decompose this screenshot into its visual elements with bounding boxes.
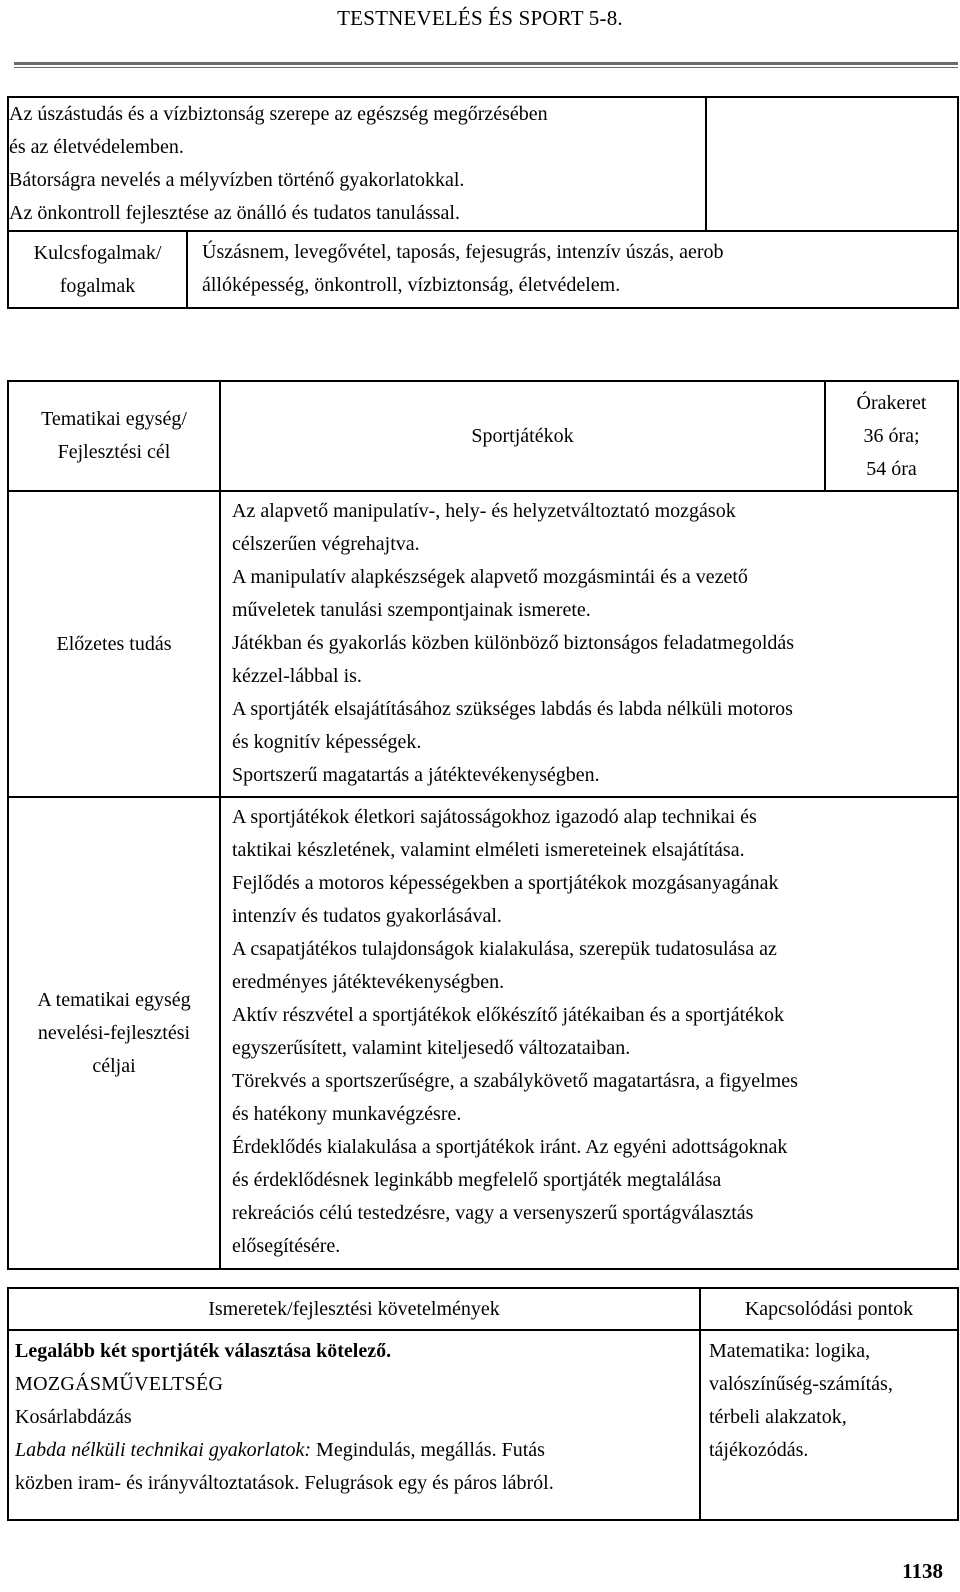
text-line: valószínűség-számítás, <box>709 1373 893 1395</box>
text-line: és érdeklődésnek leginkább megfelelő sportjáték megtalálása <box>232 1169 722 1191</box>
key-concepts-cell <box>187 231 958 308</box>
hours-value: 54 óra <box>866 457 917 480</box>
text-line: Sportszerű magatartás a játéktevékenységben. <box>232 764 600 786</box>
table-row <box>8 381 958 491</box>
page-header-title: TESTNEVELÉS ÉS SPORT 5-8. <box>337 6 623 30</box>
table-row <box>8 797 958 1269</box>
text-line: Játékban és gyakorlás közben különböző biztonságos feladatmegoldás <box>232 632 795 654</box>
text-line: A manipulatív alapkészségek alapvető mozgásmintái és a vezető <box>232 566 748 588</box>
text-line: kézzel-lábbal is. <box>232 665 362 687</box>
requirements-cell <box>8 1330 700 1520</box>
unit-label <box>8 381 220 491</box>
mandatory-note: Legalább két sportjáték választása kötelező. <box>15 1340 392 1362</box>
empty-cell <box>706 97 958 231</box>
development-goals-label <box>8 797 220 1269</box>
text-line: és kognitív képességek. <box>232 731 422 753</box>
text-line: A csapatjátékos tulajdonságok kialakulása, szerepük tudatosulása az <box>232 938 777 960</box>
text-line: elősegítésére. <box>232 1235 341 1257</box>
text-line: Törekvés a sportszerűségre, a szabálykövető magatartásra, a figyelmes <box>232 1070 798 1092</box>
label-line: Kulcsfogalmak/ <box>33 241 162 264</box>
label-line: fogalmak <box>59 274 136 297</box>
text-line: és hatékony munkavégzésre. <box>232 1103 462 1125</box>
unit-table <box>7 380 959 1270</box>
text-line: térbeli alakzatok, <box>709 1406 847 1428</box>
exercise-italic: Labda nélküli technikai gyakorlatok: <box>15 1439 312 1461</box>
text-line: taktikai készletének, valamint elméleti ismereteinek elsajátítása. <box>232 839 745 861</box>
text-line: célszerűen végrehajtva. <box>232 533 420 555</box>
label-line: A tematikai egység <box>37 988 191 1011</box>
text-line: A sportjáték elsajátításához szükséges labdás és labda nélküli motoros <box>232 698 793 720</box>
text-line: eredményes játéktevékenységben. <box>232 971 505 993</box>
intro-goals-cell <box>8 97 706 231</box>
text-line: Az önkontroll fejlesztése az önálló és tudatos tanulással. <box>9 202 460 224</box>
exercise-line: közben iram- és irányváltoztatások. Felugrások egy és páros lábról. <box>15 1472 554 1494</box>
label-line: Tematikai egység/ <box>41 408 187 430</box>
connections-cell <box>700 1330 958 1520</box>
requirements-header: Ismeretek/fejlesztési követelmények <box>8 1288 700 1330</box>
prior-knowledge-cell <box>220 491 958 797</box>
table-row <box>8 97 958 231</box>
connections-header: Kapcsolódási pontok <box>700 1288 958 1330</box>
table-row <box>8 231 958 308</box>
label-line: nevelési-fejlesztési <box>37 1021 191 1044</box>
text-line: Fejlődés a motoros képességekben a sportjátékok mozgásanyagának <box>232 872 779 894</box>
hours-cell <box>825 381 958 491</box>
text-line: rekreációs célú testedzésre, vagy a versenyszerű sportágválasztás <box>232 1202 754 1224</box>
header-rule-thin <box>14 67 958 68</box>
text-line: Matematika: logika, <box>709 1340 871 1362</box>
text-line: Az alapvető manipulatív-, hely- és helyzetváltoztató mozgások <box>232 500 736 522</box>
section-heading: MOZGÁSMŰVELTSÉG <box>15 1373 224 1395</box>
table-row <box>8 1288 958 1330</box>
text-line: Aktív részvétel a sportjátékok előkészítő játékaiban és a sportjátékok <box>232 1004 785 1026</box>
label-line: céljai <box>92 1054 136 1077</box>
prior-knowledge-label: Előzetes tudás <box>8 491 220 797</box>
text-line: műveletek tanulási szempontjainak ismerete. <box>232 599 591 621</box>
text-line: A sportjátékok életkori sajátosságokhoz igazodó alap technikai és <box>232 806 757 828</box>
text-line: Az úszástudás és a vízbiztonság szerepe az egészség megőrzésében <box>9 103 548 125</box>
sport-name: Kosárlabdázás <box>15 1406 132 1428</box>
exercise-line <box>15 1434 693 1467</box>
table-row <box>8 491 958 797</box>
text-line: Bátorságra nevelés a mélyvízben történő gyakorlatokkal. <box>9 169 465 191</box>
text-line: Úszásnem, levegővétel, taposás, fejesugrás, intenzív úszás, aerob <box>202 241 724 263</box>
text-line: és az életvédelemben. <box>9 136 184 158</box>
intro-table <box>7 96 959 309</box>
header-rule <box>14 62 958 65</box>
unit-title: Sportjátékok <box>220 381 825 491</box>
development-goals-cell <box>220 797 958 1269</box>
exercise-text: Megindulás, megállás. Futás <box>311 1439 545 1461</box>
page-number: 1138 <box>902 1559 943 1583</box>
text-line: tájékozódás. <box>709 1439 809 1461</box>
table-row <box>8 1330 958 1520</box>
requirements-table <box>7 1287 959 1521</box>
text-line: Érdeklődés kialakulása a sportjátékok iránt. Az egyéni adottságoknak <box>232 1136 788 1158</box>
hours-value: 36 óra; <box>863 424 920 447</box>
hours-label: Órakeret <box>856 391 927 414</box>
text-line: állóképesség, önkontroll, vízbiztonság, életvédelem. <box>202 274 621 296</box>
key-concepts-label <box>8 231 187 308</box>
text-line: egyszerűsített, valamint kiteljesedő változataiban. <box>232 1037 631 1059</box>
text-line: intenzív és tudatos gyakorlásával. <box>232 905 502 927</box>
label-line: Fejlesztési cél <box>57 441 171 463</box>
